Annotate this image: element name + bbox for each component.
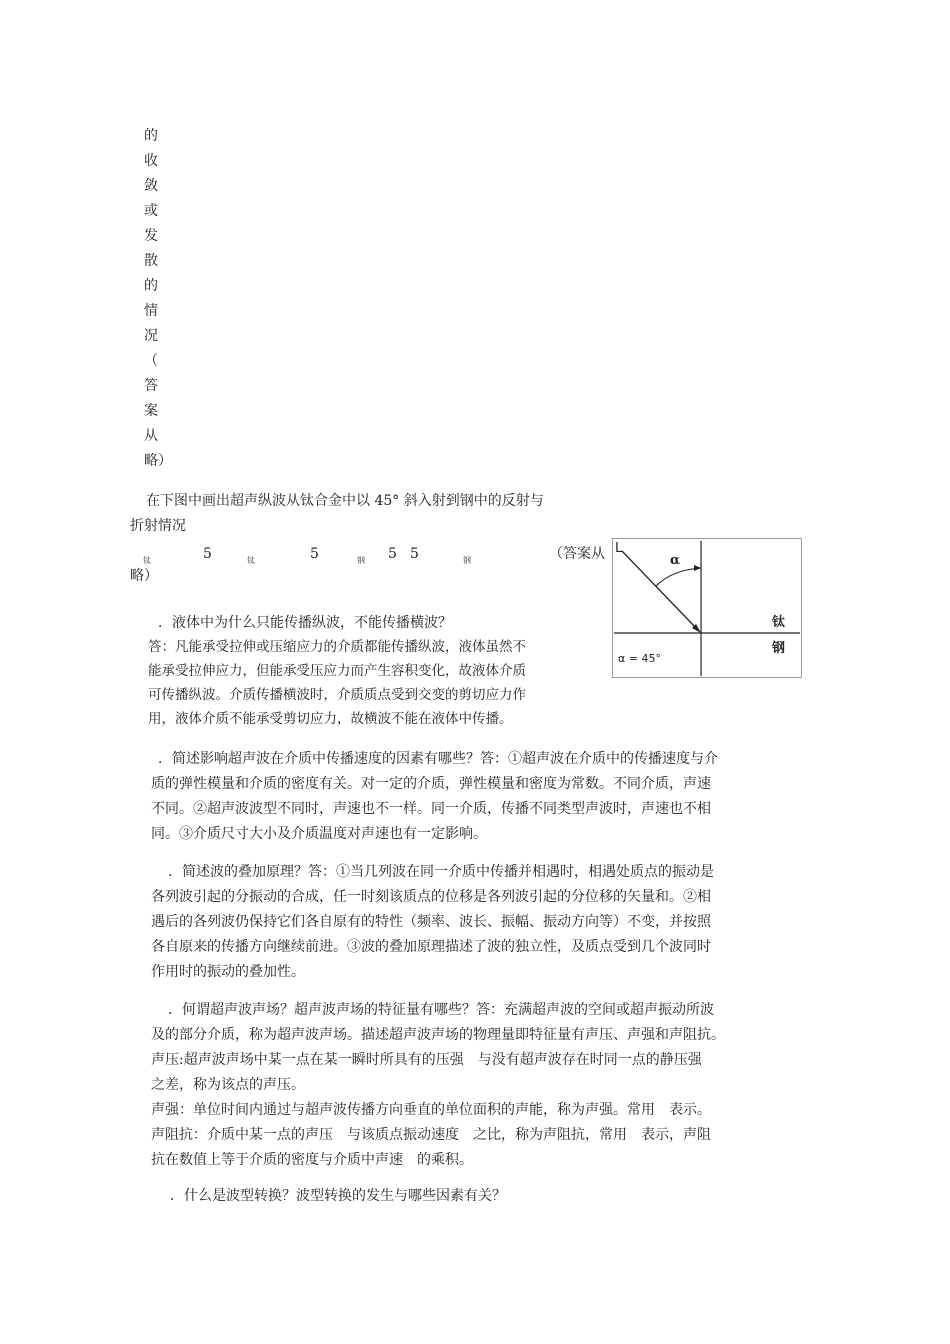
formula-sub-steel: 钢 [357, 556, 365, 565]
sound-field-line: 及的部分介质，称为超声波声场。描述超声波声场的物理量即特征量有声压、声强和声阻抗。 [151, 1027, 725, 1043]
label-alpha: α [670, 553, 681, 568]
label-titanium: 钛 [772, 615, 786, 630]
liquid-answer-line: 用，液体介质不能承受剪切应力，故横波不能在液体中传播。 [148, 711, 513, 727]
formula-number: 5 [203, 546, 212, 562]
answer-note-end: 略） [130, 568, 158, 584]
vertical-char: 或 [144, 203, 158, 219]
superposition-line: 各列波引起的分振动的合成，任一时刻该质点的位移是各列波引起的分位移的矢量和。②相 [151, 889, 711, 905]
vertical-char: 发 [144, 228, 158, 244]
sound-field-line: 抗在数值上等于介质的密度与介质中声速 的乘积。 [151, 1152, 473, 1168]
vertical-char: 从 [144, 428, 158, 444]
formula-number: 5 [388, 546, 397, 562]
formula-sub-ti: 钛 [247, 556, 255, 565]
refraction-figure [612, 538, 802, 678]
liquid-answer-line: 答：凡能承受拉伸或压缩应力的介质都能传播纵波，液体虽然不 [148, 639, 526, 655]
sound-field-line: 声压:超声波声场中某一点在某一瞬时所具有的压强 与没有超声波存在时同一点的静压强 [151, 1052, 702, 1068]
vertical-char: 况 [144, 328, 158, 344]
vertical-char: 略） [144, 453, 172, 469]
speed-line: 质的弹性模量和介质的密度有关。对一定的介质，弹性模量和密度为常数。不同介质，声速 [151, 776, 711, 792]
superposition-line: ．简述波的叠加原理？答：①当几列波在同一介质中传播并相遇时，相遇处质点的振动是 [168, 864, 714, 880]
liquid-answer-line: 能承受拉伸应力，但能承受压应力而产生容积变化，故液体介质 [148, 663, 526, 679]
formula-number: 5 [310, 546, 319, 562]
draw-question-line-1: 在下图中画出超声纵波从钛合金中以 45° 斜入射到钢中的反射与 [146, 493, 544, 509]
vertical-char: 的 [144, 278, 158, 294]
liquid-answer-line: 可传播纵波。介质传播横波时，介质质点受到交变的剪切应力作 [148, 687, 526, 703]
mode-conversion-question: ．什么是波型转换？波型转换的发生与哪些因素有关？ [170, 1188, 506, 1204]
formula-sub-ti: 钛 [143, 556, 151, 565]
superposition-line: 遇后的各列波仍保持它们各自原有的特性（频率、波长、振幅、振动方向等）不变，并按照 [151, 914, 711, 930]
sound-field-line: ．何谓超声波声场？超声波声场的特征量有哪些？答：充满超声波的空间或超声振动所波 [168, 1002, 714, 1018]
sound-field-line: 声阻抗：介质中某一点的声压 与该质点振动速度 之比，称为声阻抗，常用 表示，声阻 [151, 1127, 711, 1143]
draw-question-line-2: 折射情况 [130, 518, 186, 534]
sound-field-line: 声强：单位时间内通过与超声波传播方向垂直的单位面积的声能，称为声强。常用 表示。 [151, 1102, 711, 1118]
vertical-char: 敛 [144, 178, 158, 194]
superposition-line: 作用时的振动的叠加性。 [151, 964, 305, 980]
vertical-char: 收 [144, 153, 158, 169]
speed-line: 不同。②超声波波型不同时，声速也不一样。同一介质，传播不同类型声波时，声速也不相 [151, 801, 711, 817]
superposition-line: 各自原来的传播方向继续前进。③波的叠加原理描述了波的独立性，及质点受到几个波同时 [151, 939, 711, 955]
refraction-diagram [612, 538, 802, 678]
label-angle: α = 45° [618, 652, 661, 665]
vertical-char: 散 [144, 253, 158, 269]
formula-sub-steel: 钢 [463, 556, 471, 565]
sound-field-line: 之差，称为该点的声压。 [151, 1077, 305, 1093]
vertical-char: 的 [144, 128, 158, 144]
vertical-char: 情 [144, 303, 158, 319]
vertical-char: 答 [144, 378, 158, 394]
vertical-char: 案 [144, 403, 158, 419]
label-steel: 钢 [772, 641, 786, 656]
formula-number: 5 [410, 546, 419, 562]
liquid-question: ．液体中为什么只能传播纵波，不能传播横波？ [158, 615, 452, 631]
vertical-char: （ [144, 353, 158, 369]
speed-line: 同。③介质尺寸大小及介质温度对声速也有一定影响。 [151, 826, 487, 842]
label-L: L [615, 541, 623, 556]
speed-line: ．简述影响超声波在介质中传播速度的因素有哪些？答：①超声波在介质中的传播速度与介 [158, 751, 718, 767]
answer-note: （答案从 [549, 546, 605, 562]
